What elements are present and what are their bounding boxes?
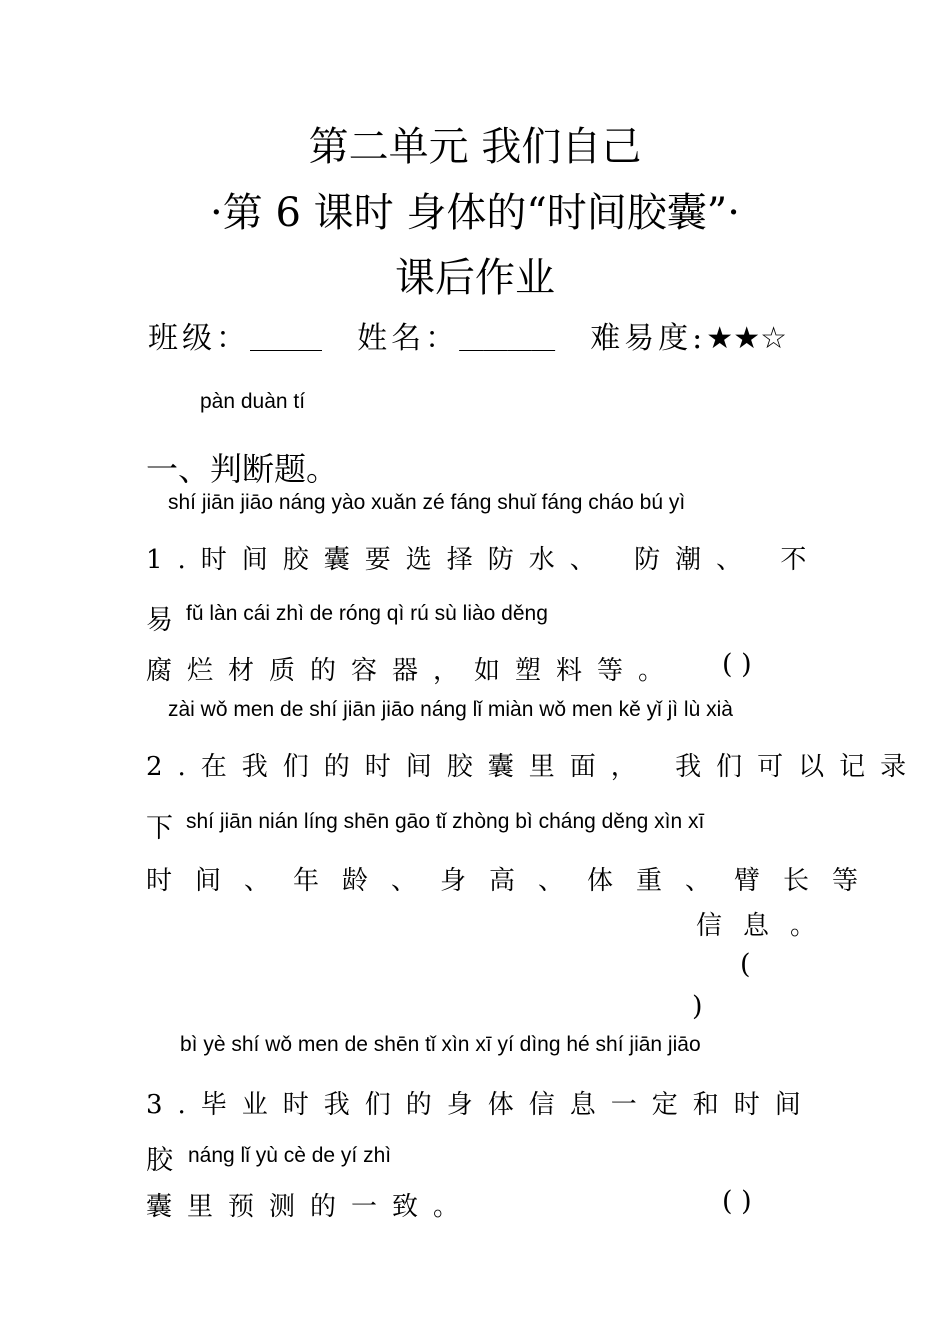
q2-lead-char: 下 [146, 813, 173, 844]
q3-line-2: 囊里预测的一致。 [146, 1192, 475, 1222]
lesson-title: ·第 6 课时 身体的“时间胶囊”· [210, 190, 740, 236]
q3-pinyin-2: náng lǐ yù cè de yí zhì [188, 1144, 392, 1167]
difficulty-stars: ★★☆ [706, 321, 787, 356]
homework-title: 课后作业 [395, 255, 555, 301]
q2-line-1: 2.在我们的时间胶囊里面， 我们可以记录 [146, 752, 922, 782]
q2-line-2: 时间、年龄、身高、体重、臂长等 [146, 866, 882, 896]
q3-answer-blank[interactable]: ( ) [722, 1186, 752, 1217]
q2-answer-open[interactable]: ( [740, 949, 751, 980]
q1-pinyin-1: shí jiān jiāo náng yào xuǎn zé fáng shuǐ fáng cháo bú yì [168, 491, 686, 514]
q3-lead-char: 胶 [146, 1145, 173, 1176]
q2-pinyin-2: shí jiān nián líng shēn gāo tǐ zhòng bì cháng děng xìn xī [186, 810, 705, 833]
difficulty-label: 难易度: [590, 321, 707, 356]
name-label: 姓名： [357, 321, 460, 356]
page-title: 第二单元 我们自己 [308, 124, 642, 170]
q1-lead-char: 易 [146, 605, 173, 636]
q2-answer-close[interactable]: ) [692, 991, 703, 1022]
q1-line-1: 1.时间胶囊要选择防水、 防潮、 不 [146, 545, 822, 575]
section-title: 一、判断题。 [146, 450, 339, 488]
q1-pinyin-2: fǔ làn cái zhì de róng qì rú sù liào děng [186, 602, 548, 625]
q2-line-3: 信息。 [696, 911, 838, 941]
q1-answer-blank[interactable]: ( ) [722, 649, 752, 680]
q1-line-2: 腐烂材质的容器，如塑料等。 [146, 656, 680, 686]
class-label: 班级： [148, 321, 250, 356]
info-row [148, 313, 787, 357]
class-blank[interactable]: ＿＿＿ [250, 326, 322, 354]
section-title-pinyin: pàn duàn tí [200, 390, 306, 413]
q3-pinyin-1: bì yè shí wǒ men de shēn tǐ xìn xī yí dìng hé shí jiān jiāo [180, 1033, 701, 1056]
q3-line-1: 3.毕业时我们的身体信息一定和时间 [146, 1090, 816, 1120]
name-blank[interactable]: ＿＿＿＿ [459, 326, 556, 354]
q2-pinyin-1: zài wǒ men de shí jiān jiāo náng lǐ miàn wǒ men kě yǐ jì lù xià [168, 698, 733, 721]
